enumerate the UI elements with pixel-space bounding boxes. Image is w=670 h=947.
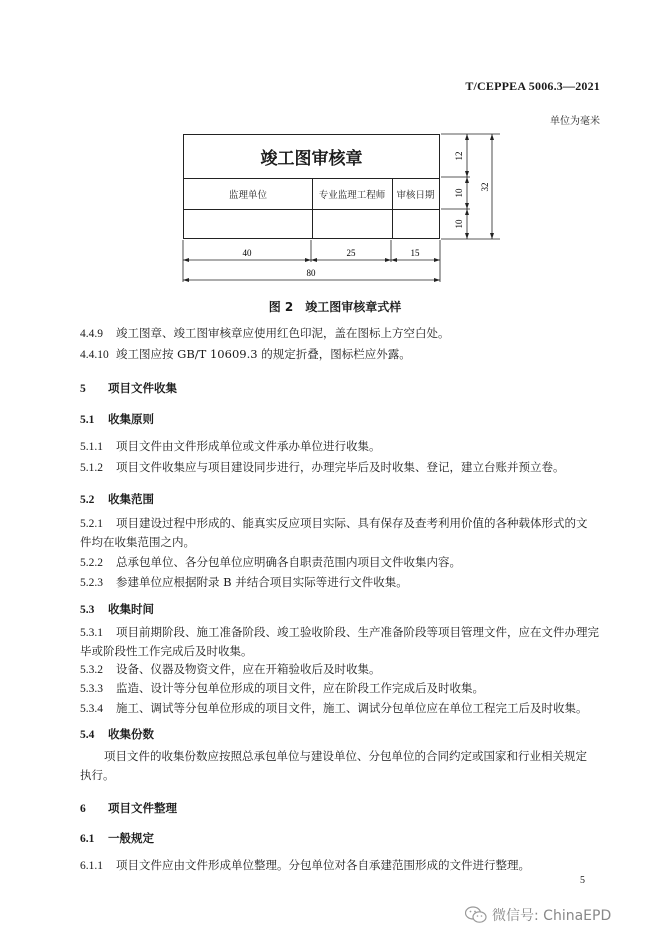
section-heading <box>80 491 154 507</box>
clause-number: 5 <box>80 383 86 395</box>
paragraph-line <box>80 574 408 590</box>
clause-number: 4.4.10 <box>80 349 109 361</box>
clause-text: 项目文件收集应与项目建设同步进行，办理完毕后及时收集、登记，建立台账并预立卷。 <box>116 460 565 474</box>
clause-text: 收集原则 <box>108 412 154 426</box>
section-heading <box>80 380 177 396</box>
clause-text: 施工、调试等分包单位形成的项目文件，施工、调试分包单位应在单位工程完工后及时收集。 <box>116 701 588 715</box>
dimension-lines <box>0 0 670 300</box>
clause-text: 监造、设计等分包单位形成的项目文件，应在阶段工作完成后及时收集。 <box>116 681 484 695</box>
section-heading <box>80 411 154 427</box>
clause-number: 5.1.2 <box>80 462 103 474</box>
clause-text: 收集时间 <box>108 602 154 616</box>
clause-text: 总承包单位、各分包单位应明确各自职责范围内项目文件收集内容。 <box>116 555 461 569</box>
stamp-col-supervisor: 监理单位 <box>184 178 312 210</box>
paragraph-line <box>80 661 381 677</box>
section-heading <box>80 726 154 742</box>
paragraph-line <box>80 767 115 783</box>
clause-number: 5.2.2 <box>80 557 103 569</box>
watermark-text: 微信号: ChinaEPD <box>492 908 612 924</box>
paragraph-line <box>80 534 195 550</box>
clause-number: 5.4 <box>80 729 95 741</box>
clause-text: 项目建设过程中形成的、能真实反应项目实际、具有保存及查考利用价值的各种载体形式的文 <box>116 516 588 530</box>
clause-text: 竣工图应按 GB/T 10609.3 的规定折叠，图标栏应外露。 <box>116 347 411 361</box>
dim-label-32: 32 <box>480 182 490 192</box>
clause-text: 项目文件收集 <box>108 381 177 395</box>
clause-number: 5.2 <box>80 494 95 506</box>
clause-number: 4.4.9 <box>80 328 103 340</box>
clause-number: 5.3.1 <box>80 627 103 639</box>
clause-text: 设备、仪器及物资文件，应在开箱验收后及时收集。 <box>116 662 381 676</box>
clause-text: 执行。 <box>80 768 115 782</box>
paragraph-line <box>80 700 588 716</box>
paragraph-line <box>80 325 450 341</box>
paragraph-line <box>80 857 530 873</box>
stamp-col-engineer: 专业监理工程师 <box>312 178 392 210</box>
paragraph-line <box>80 680 484 696</box>
section-heading <box>80 800 177 816</box>
clause-number: 6.1.1 <box>80 860 103 872</box>
section-heading <box>80 830 154 846</box>
clause-number: 5.3.4 <box>80 703 103 715</box>
dim-label-12: 12 <box>454 151 464 161</box>
clause-text: 收集范围 <box>108 492 154 506</box>
clause-number: 5.1 <box>80 414 95 426</box>
clause-number: 6.1 <box>80 833 95 845</box>
dim-label-80: 80 <box>306 268 316 278</box>
clause-text: 项目前期阶段、施工准备阶段、竣工验收阶段、生产准备阶段等项目管理文件，应在文件办理完 <box>116 625 599 639</box>
paragraph-line <box>80 438 381 454</box>
dim-label-40: 40 <box>242 248 252 258</box>
clause-text: 收集份数 <box>108 727 154 741</box>
section-heading <box>80 601 154 617</box>
paragraph-line <box>80 459 565 475</box>
paragraph-line <box>80 515 588 531</box>
clause-number: 5.3.3 <box>80 683 103 695</box>
clause-text: 毕或阶段性工作完成后及时收集。 <box>80 644 253 658</box>
paragraph-line <box>80 554 461 570</box>
dim-label-15: 15 <box>410 248 420 258</box>
page-number: 5 <box>580 875 585 886</box>
dim-label-10a: 10 <box>454 188 464 198</box>
wechat-icon <box>465 906 487 924</box>
standard-number: T/CEPPEA 5006.3—2021 <box>465 79 600 93</box>
clause-text: 竣工图章、竣工图审核章应使用红色印泥，盖在图标上方空白处。 <box>116 326 450 340</box>
clause-number: 5.2.1 <box>80 518 103 530</box>
clause-text: 项目文件的收集份数应按照总承包单位与建设单位、分包单位的合同约定或国家和行业相关规定 <box>104 749 587 763</box>
dim-label-25: 25 <box>346 248 356 258</box>
clause-text: 项目文件应由文件形成单位整理。分包单位对各自承建范围形成的文件进行整理。 <box>116 858 530 872</box>
dim-label-10b: 10 <box>454 219 464 229</box>
clause-text: 项目文件由文件形成单位或文件承办单位进行收集。 <box>116 439 381 453</box>
clause-text: 项目文件整理 <box>108 801 177 815</box>
clause-text: 一般规定 <box>108 831 154 845</box>
clause-text: 件均在收集范围之内。 <box>80 535 195 549</box>
paragraph-line <box>80 624 599 640</box>
paragraph-line <box>104 748 587 764</box>
paragraph-line <box>80 643 253 659</box>
figure-caption: 图 2 竣工图审核章式样 <box>268 300 402 314</box>
stamp-title: 竣工图审核章 <box>184 135 439 179</box>
unit-note: 单位为毫米 <box>550 116 600 127</box>
clause-number: 5.1.1 <box>80 441 103 453</box>
clause-text: 参建单位应根据附录 B 并结合项目实际等进行文件收集。 <box>116 575 408 589</box>
clause-number: 6 <box>80 803 86 815</box>
paragraph-line <box>80 346 411 362</box>
stamp-col-date: 审核日期 <box>392 178 439 210</box>
watermark <box>465 905 611 925</box>
clause-number: 5.2.3 <box>80 577 103 589</box>
clause-number: 5.3 <box>80 604 95 616</box>
clause-number: 5.3.2 <box>80 664 103 676</box>
